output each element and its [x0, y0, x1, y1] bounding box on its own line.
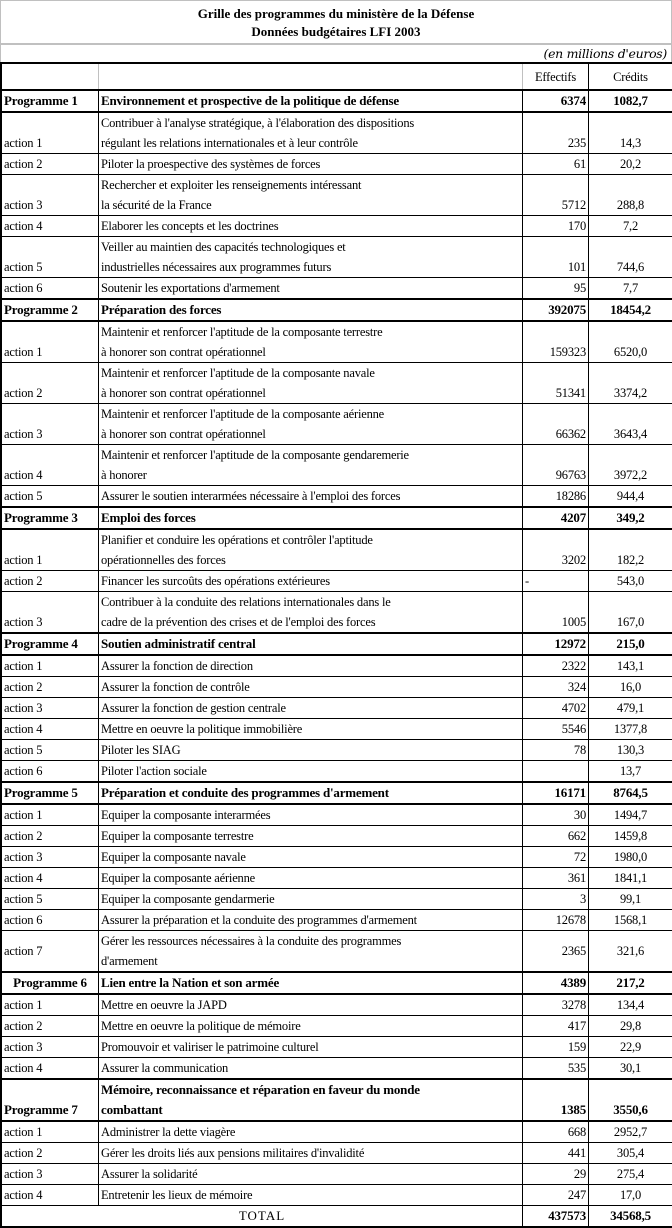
action-label: action 3	[1, 404, 99, 445]
action-description	[99, 175, 523, 216]
programme-label: Programme 2	[1, 299, 99, 321]
header-empty-2	[99, 63, 523, 90]
action-credits: 1377,8	[589, 719, 672, 740]
action-description-line: Maintenir et renforcer l'aptitude de la composante gendaremerie	[101, 445, 520, 465]
programme-credits: 349,2	[589, 507, 672, 529]
programme-credits: 3550,6	[589, 1079, 672, 1121]
action-description-line: industrielles nécessaires aux programmes futurs	[101, 257, 520, 277]
action-description: Assurer la fonction de gestion centrale	[99, 698, 523, 719]
action-credits: 167,0	[589, 592, 672, 634]
action-effectifs: 5712	[523, 175, 589, 216]
action-credits: 22,9	[589, 1037, 672, 1058]
header-row	[1, 63, 672, 90]
action-description	[99, 931, 523, 973]
action-credits: 134,4	[589, 994, 672, 1016]
action-description-line: Contribuer à la conduite des relations internationales dans le	[101, 592, 520, 612]
programme-name: Environnement et prospective de la politique de défense	[99, 90, 523, 112]
action-credits: 17,0	[589, 1185, 672, 1206]
action-row	[1, 826, 672, 847]
action-label: action 4	[1, 719, 99, 740]
action-row	[1, 1164, 672, 1185]
action-label: action 3	[1, 1037, 99, 1058]
action-description	[99, 363, 523, 404]
action-description-line: Rechercher et exploiter les renseignements intéressant	[101, 175, 520, 195]
action-effectifs: 535	[523, 1058, 589, 1080]
title-block	[0, 0, 672, 45]
programme-name: Préparation et conduite des programmes d'armement	[99, 782, 523, 804]
action-row	[1, 994, 672, 1016]
action-row	[1, 112, 672, 154]
programme-label: Programme 1	[1, 90, 99, 112]
action-row	[1, 321, 672, 363]
action-label: action 2	[1, 363, 99, 404]
action-description-line: Maintenir et renforcer l'aptitude de la composante navale	[101, 363, 520, 383]
programme-credits: 215,0	[589, 633, 672, 655]
action-credits: 16,0	[589, 677, 672, 698]
action-effectifs: 101	[523, 237, 589, 278]
action-row	[1, 655, 672, 677]
action-description: Equiper la composante terrestre	[99, 826, 523, 847]
programme-row	[1, 782, 672, 804]
action-label: action 2	[1, 826, 99, 847]
action-label: action 1	[1, 321, 99, 363]
action-credits: 479,1	[589, 698, 672, 719]
action-description: Assurer la fonction de direction	[99, 655, 523, 677]
action-description: Assurer le soutien interarmées nécessaire à l'emploi des forces	[99, 486, 523, 508]
action-effectifs: 662	[523, 826, 589, 847]
action-credits: 2952,7	[589, 1121, 672, 1143]
action-description-line: Gérer les ressources nécessaires à la conduite des programmes	[101, 931, 520, 951]
programme-name: Lien entre la Nation et son armée	[99, 972, 523, 994]
action-label: action 5	[1, 486, 99, 508]
action-label: action 6	[1, 278, 99, 300]
action-description-line: opérationnelles des forces	[101, 550, 520, 570]
action-label: action 4	[1, 445, 99, 486]
action-description-line: Maintenir et renforcer l'aptitude de la composante terrestre	[101, 322, 520, 342]
programme-effectifs: 1385	[523, 1079, 589, 1121]
action-description: Equiper la composante gendarmerie	[99, 889, 523, 910]
action-credits: 3374,2	[589, 363, 672, 404]
action-label: action 2	[1, 571, 99, 592]
action-effectifs: 324	[523, 677, 589, 698]
action-label: action 2	[1, 1143, 99, 1164]
action-credits: 20,2	[589, 154, 672, 175]
action-credits: 182,2	[589, 529, 672, 571]
programme-name-line: Mémoire, reconnaissance et réparation en faveur du monde	[101, 1080, 520, 1100]
programme-row	[1, 1079, 672, 1121]
action-effectifs: 3202	[523, 529, 589, 571]
action-effectifs: 5546	[523, 719, 589, 740]
action-credits: 744,6	[589, 237, 672, 278]
title-line-2: Données budgétaires LFI 2003	[1, 23, 671, 41]
action-label: action 1	[1, 804, 99, 826]
action-label: action 3	[1, 1164, 99, 1185]
action-description-line: à honorer	[101, 465, 520, 485]
programme-label: Programme 5	[1, 782, 99, 804]
action-effectifs: 235	[523, 112, 589, 154]
action-credits: 1494,7	[589, 804, 672, 826]
action-row	[1, 175, 672, 216]
action-credits: 305,4	[589, 1143, 672, 1164]
programme-effectifs: 12972	[523, 633, 589, 655]
action-row	[1, 216, 672, 237]
action-description: Equiper la composante interarmées	[99, 804, 523, 826]
action-effectifs: 3	[523, 889, 589, 910]
action-row	[1, 278, 672, 300]
action-description-line: régulant les relations internationales et à leur contrôle	[101, 133, 520, 153]
action-row	[1, 1121, 672, 1143]
action-row	[1, 1037, 672, 1058]
programme-effectifs: 16171	[523, 782, 589, 804]
action-row	[1, 404, 672, 445]
action-description-line: la sécurité de la France	[101, 195, 520, 215]
action-row	[1, 237, 672, 278]
action-description-line: à honorer son contrat opérationnel	[101, 383, 520, 403]
action-row	[1, 889, 672, 910]
action-effectifs: 159323	[523, 321, 589, 363]
budget-table	[0, 62, 672, 1228]
action-row	[1, 1016, 672, 1037]
action-label: action 5	[1, 740, 99, 761]
programme-credits: 18454,2	[589, 299, 672, 321]
action-effectifs: 18286	[523, 486, 589, 508]
action-effectifs: 66362	[523, 404, 589, 445]
action-description	[99, 404, 523, 445]
action-description	[99, 592, 523, 634]
action-description: Equiper la composante navale	[99, 847, 523, 868]
action-effectifs: -	[523, 571, 589, 592]
action-row	[1, 931, 672, 973]
action-effectifs: 4702	[523, 698, 589, 719]
action-credits: 321,6	[589, 931, 672, 973]
action-label: action 4	[1, 868, 99, 889]
action-label: action 7	[1, 931, 99, 973]
action-description	[99, 237, 523, 278]
action-label: action 1	[1, 529, 99, 571]
action-credits: 944,4	[589, 486, 672, 508]
total-label: TOTAL	[1, 1206, 523, 1228]
action-row	[1, 1185, 672, 1206]
action-description	[99, 529, 523, 571]
action-description: Administrer la dette viagère	[99, 1121, 523, 1143]
programme-label: Programme 4	[1, 633, 99, 655]
action-description: Mettre en oeuvre la politique immobilière	[99, 719, 523, 740]
action-label: action 2	[1, 1016, 99, 1037]
action-credits: 143,1	[589, 655, 672, 677]
programme-effectifs: 392075	[523, 299, 589, 321]
action-description-line: Maintenir et renforcer l'aptitude de la composante aérienne	[101, 404, 520, 424]
total-row	[1, 1206, 672, 1228]
programme-credits: 1082,7	[589, 90, 672, 112]
action-description	[99, 112, 523, 154]
action-effectifs: 668	[523, 1121, 589, 1143]
action-description: Mettre en oeuvre la politique de mémoire	[99, 1016, 523, 1037]
action-description: Assurer la fonction de contrôle	[99, 677, 523, 698]
action-description: Mettre en oeuvre la JAPD	[99, 994, 523, 1016]
programme-name-line: combattant	[101, 1100, 520, 1120]
programme-row	[1, 299, 672, 321]
action-effectifs: 12678	[523, 910, 589, 931]
action-label: action 3	[1, 592, 99, 634]
action-description-line: à honorer son contrat opérationnel	[101, 342, 520, 362]
action-credits: 14,3	[589, 112, 672, 154]
programme-effectifs: 6374	[523, 90, 589, 112]
action-description-line: d'armement	[101, 951, 520, 971]
action-label: action 6	[1, 910, 99, 931]
action-label: action 4	[1, 1058, 99, 1080]
action-label: action 3	[1, 698, 99, 719]
action-row	[1, 1058, 672, 1080]
action-effectifs: 51341	[523, 363, 589, 404]
programme-effectifs: 4207	[523, 507, 589, 529]
action-credits: 13,7	[589, 761, 672, 783]
action-description: Piloter l'action sociale	[99, 761, 523, 783]
action-row	[1, 804, 672, 826]
action-row	[1, 847, 672, 868]
action-credits: 30,1	[589, 1058, 672, 1080]
programme-row	[1, 633, 672, 655]
action-description: Assurer la solidarité	[99, 1164, 523, 1185]
action-effectifs: 61	[523, 154, 589, 175]
programme-effectifs: 4389	[523, 972, 589, 994]
action-credits: 1841,1	[589, 868, 672, 889]
action-row	[1, 154, 672, 175]
action-description: Promouvoir et valiriser le patrimoine culturel	[99, 1037, 523, 1058]
action-row	[1, 529, 672, 571]
action-credits: 3972,2	[589, 445, 672, 486]
action-description: Piloter les SIAG	[99, 740, 523, 761]
action-effectifs: 441	[523, 1143, 589, 1164]
action-row	[1, 761, 672, 783]
action-effectifs: 361	[523, 868, 589, 889]
action-row	[1, 910, 672, 931]
action-description: Equiper la composante aérienne	[99, 868, 523, 889]
units-note: (en millions d'euros)	[0, 45, 672, 62]
action-row	[1, 1143, 672, 1164]
action-effectifs: 159	[523, 1037, 589, 1058]
action-description: Entretenir les lieux de mémoire	[99, 1185, 523, 1206]
action-description: Piloter la proespective des systèmes de forces	[99, 154, 523, 175]
programme-credits: 217,2	[589, 972, 672, 994]
action-credits: 1568,1	[589, 910, 672, 931]
title-line-1: Grille des programmes du ministère de la Défense	[1, 1, 671, 23]
header-empty-1	[1, 63, 99, 90]
action-description	[99, 445, 523, 486]
programme-name: Préparation des forces	[99, 299, 523, 321]
action-credits: 1980,0	[589, 847, 672, 868]
action-credits: 7,2	[589, 216, 672, 237]
action-effectifs: 72	[523, 847, 589, 868]
action-description: Financer les surcoûts des opérations extérieures	[99, 571, 523, 592]
action-description: Elaborer les concepts et les doctrines	[99, 216, 523, 237]
action-effectifs: 417	[523, 1016, 589, 1037]
action-label: action 3	[1, 847, 99, 868]
action-row	[1, 740, 672, 761]
action-label: action 2	[1, 154, 99, 175]
action-credits: 99,1	[589, 889, 672, 910]
action-label: action 6	[1, 761, 99, 783]
action-label: action 4	[1, 1185, 99, 1206]
action-description-line: à honorer son contrat opérationnel	[101, 424, 520, 444]
action-credits: 543,0	[589, 571, 672, 592]
action-effectifs: 2365	[523, 931, 589, 973]
action-description: Soutenir les exportations d'armement	[99, 278, 523, 300]
action-effectifs: 29	[523, 1164, 589, 1185]
action-description-line: Planifier et conduire les opérations et contrôler l'aptitude	[101, 530, 520, 550]
action-label: action 1	[1, 1121, 99, 1143]
action-label: action 4	[1, 216, 99, 237]
action-label: action 5	[1, 889, 99, 910]
action-label: action 1	[1, 112, 99, 154]
action-description: Assurer la préparation et la conduite des programmes d'armement	[99, 910, 523, 931]
action-description-line: Veiller au maintien des capacités technologiques et	[101, 237, 520, 257]
action-credits: 130,3	[589, 740, 672, 761]
action-credits: 275,4	[589, 1164, 672, 1185]
action-description	[99, 321, 523, 363]
action-effectifs: 247	[523, 1185, 589, 1206]
action-credits: 1459,8	[589, 826, 672, 847]
action-effectifs: 95	[523, 278, 589, 300]
action-row	[1, 677, 672, 698]
action-description-line: cadre de la prévention des crises et de l'emploi des forces	[101, 612, 520, 632]
header-effectifs: Effectifs	[523, 63, 589, 90]
action-description: Assurer la communication	[99, 1058, 523, 1080]
action-row	[1, 698, 672, 719]
programme-label: Programme 7	[1, 1079, 99, 1121]
action-credits: 29,8	[589, 1016, 672, 1037]
action-label: action 1	[1, 994, 99, 1016]
total-credits: 34568,5	[589, 1206, 672, 1228]
programme-label: Programme 3	[1, 507, 99, 529]
action-effectifs: 30	[523, 804, 589, 826]
action-label: action 2	[1, 677, 99, 698]
action-label: action 1	[1, 655, 99, 677]
action-effectifs: 1005	[523, 592, 589, 634]
action-effectifs: 96763	[523, 445, 589, 486]
action-description-line: Contribuer à l'analyse stratégique, à l'élaboration des dispositions	[101, 113, 520, 133]
programme-row	[1, 90, 672, 112]
header-credits: Crédits	[589, 63, 672, 90]
action-description: Gérer les droits liés aux pensions militaires d'invalidité	[99, 1143, 523, 1164]
action-row	[1, 571, 672, 592]
action-label: action 3	[1, 175, 99, 216]
action-effectifs: 3278	[523, 994, 589, 1016]
programme-name: Soutien administratif central	[99, 633, 523, 655]
action-row	[1, 486, 672, 508]
action-row	[1, 719, 672, 740]
action-label: action 5	[1, 237, 99, 278]
total-effectifs: 437573	[523, 1206, 589, 1228]
action-effectifs	[523, 761, 589, 783]
action-credits: 6520,0	[589, 321, 672, 363]
programme-label: Programme 6	[1, 972, 99, 994]
action-effectifs: 170	[523, 216, 589, 237]
action-row	[1, 868, 672, 889]
programme-row	[1, 507, 672, 529]
action-credits: 288,8	[589, 175, 672, 216]
action-credits: 7,7	[589, 278, 672, 300]
action-row	[1, 445, 672, 486]
action-row	[1, 592, 672, 634]
programme-credits: 8764,5	[589, 782, 672, 804]
programme-row	[1, 972, 672, 994]
action-effectifs: 2322	[523, 655, 589, 677]
programme-name	[99, 1079, 523, 1121]
programme-name: Emploi des forces	[99, 507, 523, 529]
action-credits: 3643,4	[589, 404, 672, 445]
action-effectifs: 78	[523, 740, 589, 761]
action-row	[1, 363, 672, 404]
